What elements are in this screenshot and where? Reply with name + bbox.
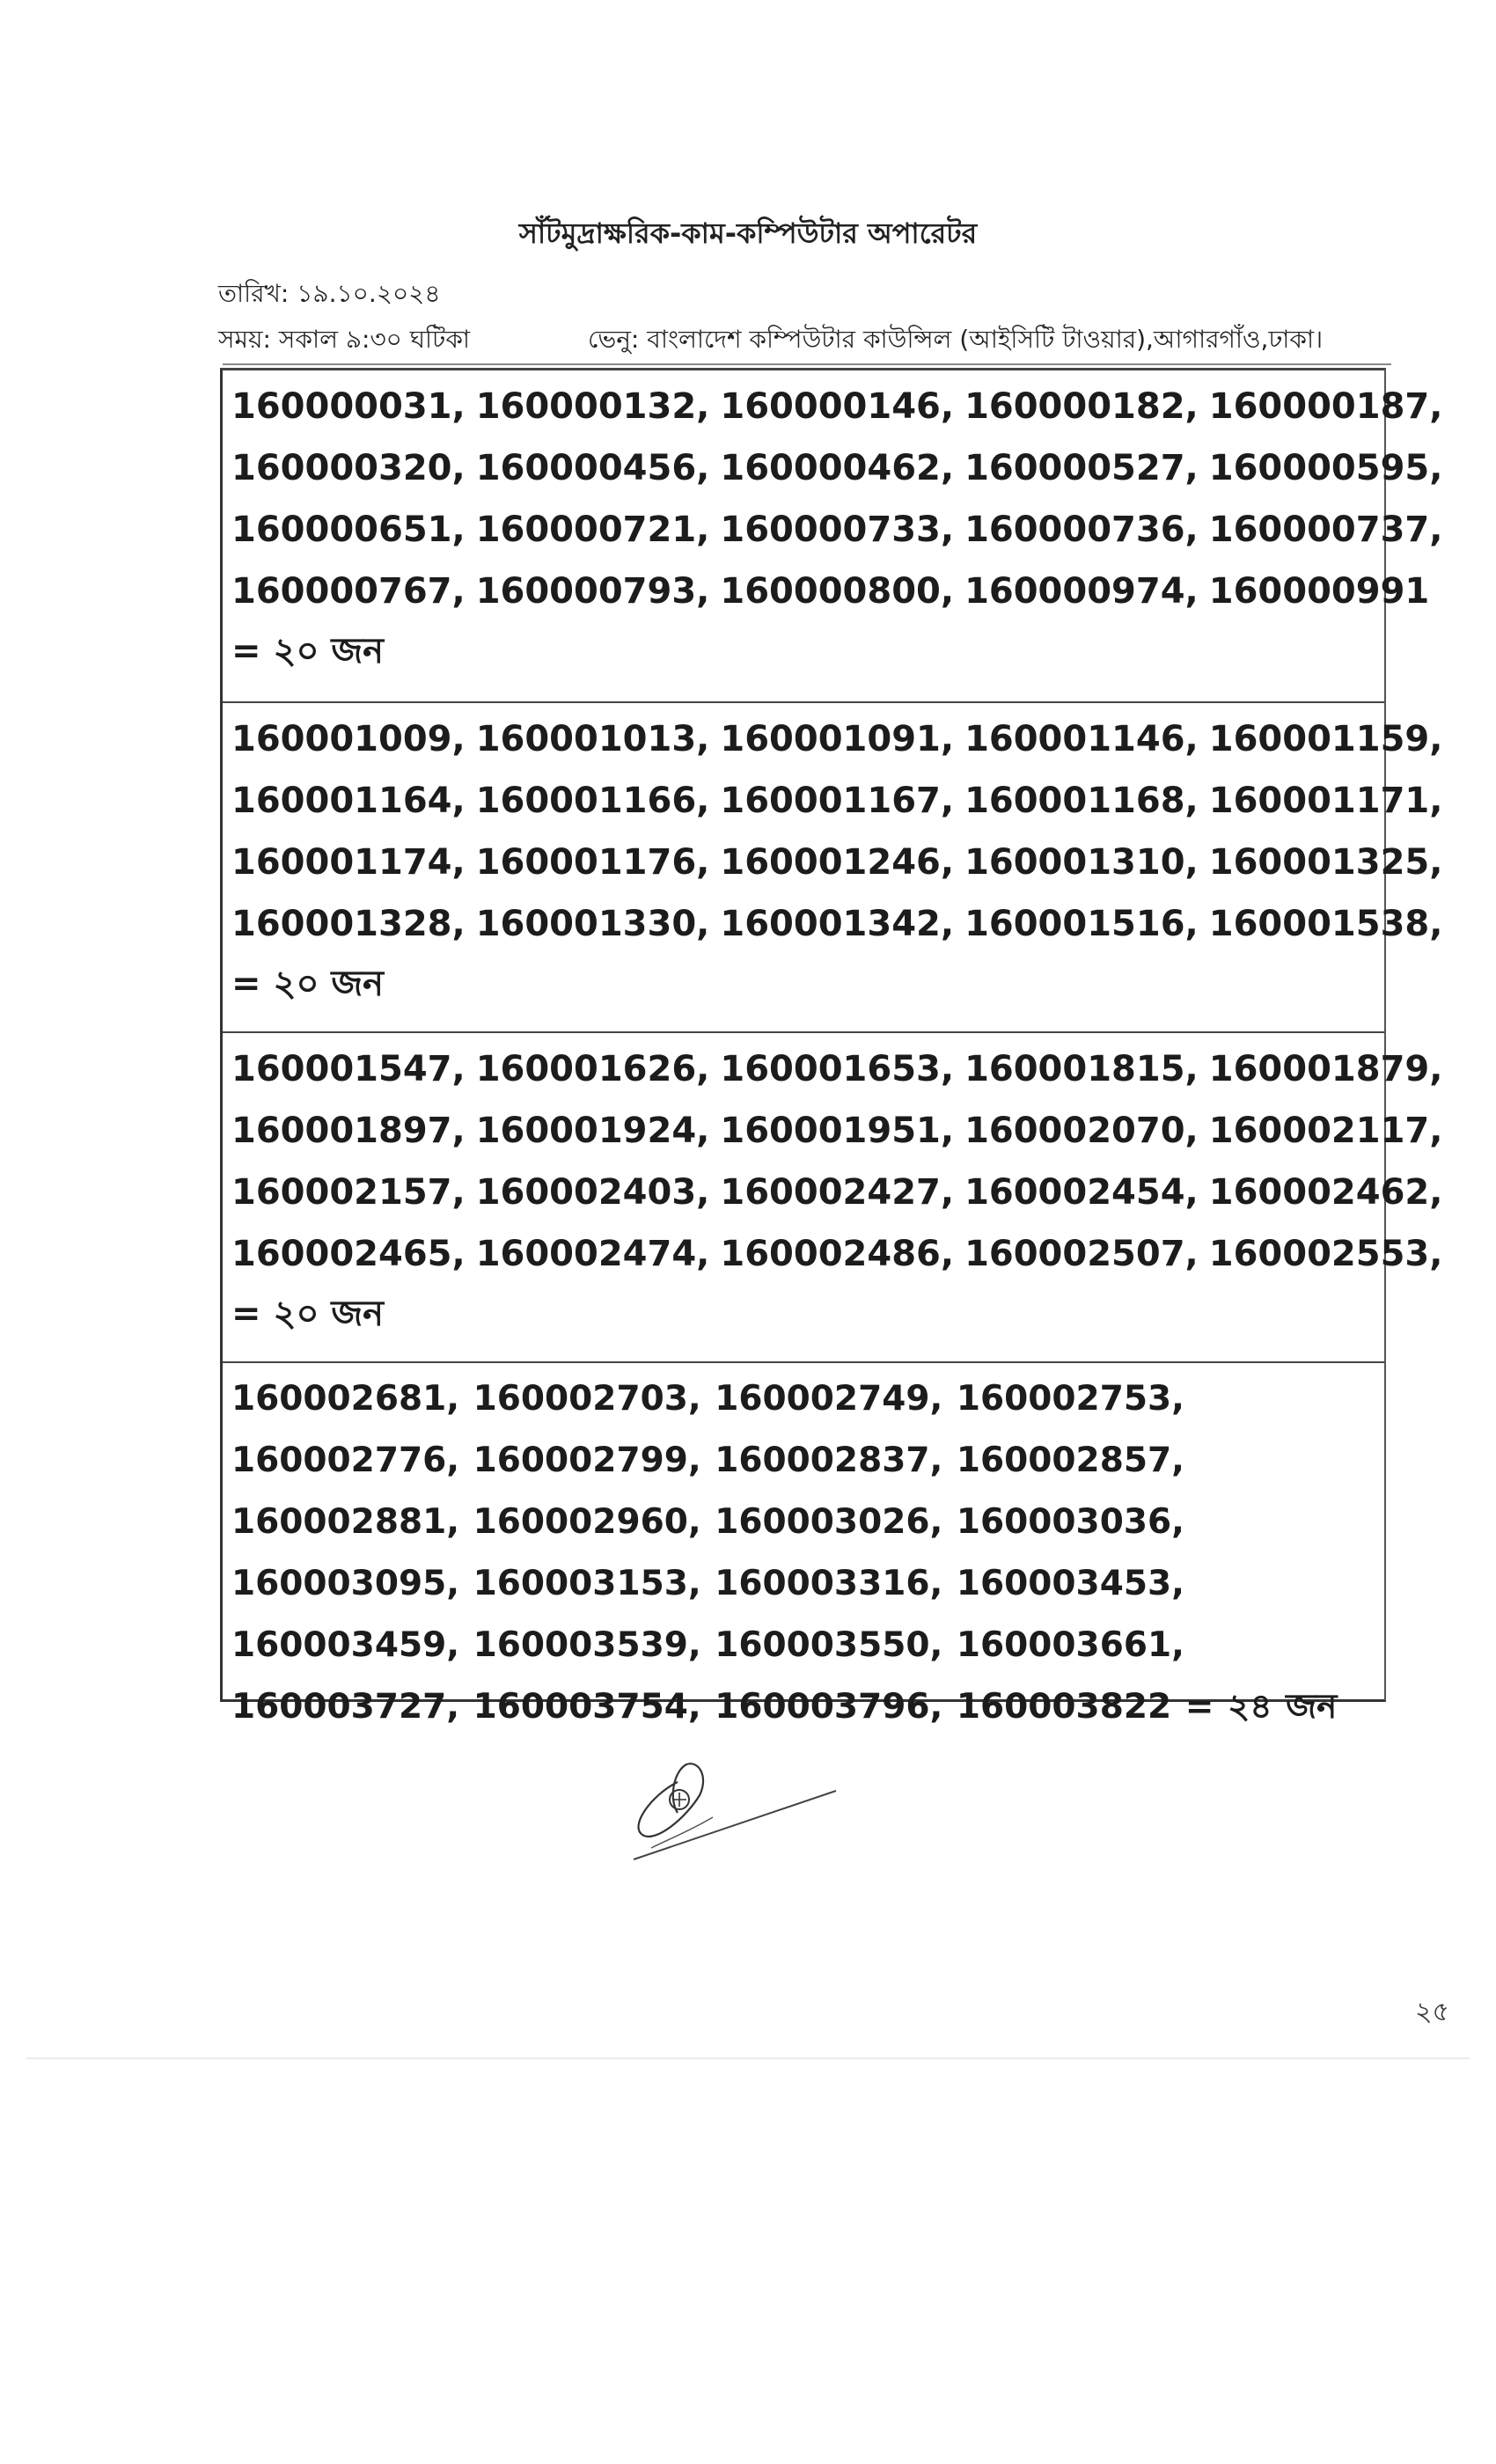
roll-number: 160002157, — [231, 1172, 466, 1213]
roll-number: 160002465, — [231, 1234, 466, 1274]
roll-number: 160000146, — [720, 386, 955, 427]
roll-grid — [231, 1038, 1443, 1285]
roll-number: 160002837, — [715, 1441, 943, 1480]
roll-number: 160000991 — [1208, 571, 1430, 612]
roll-number: 160001164, — [231, 781, 466, 821]
roll-number: 160001653, — [720, 1049, 955, 1089]
roll-number: 160003459, — [231, 1625, 460, 1665]
roll-number: 160001176, — [475, 842, 710, 883]
roll-number: 160003095, — [231, 1564, 460, 1603]
roll-number: 160000733, — [720, 510, 955, 550]
roll-number: 160003453, — [956, 1564, 1184, 1603]
roll-number: 160001246, — [720, 842, 955, 883]
roll-number: 160003539, — [473, 1625, 701, 1665]
roll-number: 160003796, — [715, 1687, 943, 1727]
roll-number: 160001159, — [1208, 719, 1443, 759]
roll-number: 160001013, — [475, 719, 710, 759]
roll-number: 160001897, — [231, 1111, 466, 1151]
roll-number: 160002753, — [956, 1379, 1184, 1419]
roll-list — [231, 1368, 1377, 1738]
roll-block — [223, 1033, 1443, 1363]
exam-date: তারিখ: ১৯.১০.২০২৪ — [218, 279, 441, 308]
roll-number: 160002427, — [720, 1172, 955, 1213]
roll-number: 160000737, — [1208, 510, 1443, 550]
roll-number: 160000527, — [964, 448, 1199, 488]
roll-number: 160002681, — [231, 1379, 460, 1419]
roll-number: 160002486, — [720, 1234, 955, 1274]
roll-number: 160000800, — [720, 571, 955, 612]
signature-mark — [616, 1747, 845, 1870]
roll-number: 160002857, — [956, 1441, 1184, 1480]
roll-number: 160001547, — [231, 1049, 466, 1089]
roll-number: 160001626, — [475, 1049, 710, 1089]
block-total: = ২০ জন — [231, 631, 385, 671]
roll-number: 160000651, — [231, 510, 466, 550]
roll-number: 160002507, — [964, 1234, 1199, 1274]
roll-number: 160002703, — [473, 1379, 701, 1419]
roll-number: 160003754, — [473, 1687, 701, 1727]
roll-number: 160000736, — [964, 510, 1199, 550]
roll-number: 160003822 — [956, 1687, 1172, 1727]
roll-number: 160002776, — [231, 1441, 460, 1480]
roll-number: 160001342, — [720, 904, 955, 944]
roll-number: 160001146, — [964, 719, 1199, 759]
roll-number: 160000456, — [475, 448, 710, 488]
roll-number: 160000462, — [720, 448, 955, 488]
roll-number: 160001328, — [231, 904, 466, 944]
scan-divider — [26, 2057, 1470, 2059]
roll-block — [223, 703, 1443, 1033]
roll-number: 160001815, — [964, 1049, 1199, 1089]
page-number: ২৫ — [1415, 1997, 1449, 2028]
roll-number: 160001171, — [1208, 781, 1443, 821]
roll-block — [223, 1363, 1384, 1727]
exam-time: সময়: সকাল ৯:৩০ ঘটিকা — [218, 325, 471, 354]
roll-number: 160001325, — [1208, 842, 1443, 883]
block-total: = ২০ জন — [231, 964, 385, 1004]
roll-number: 160000974, — [964, 571, 1199, 612]
roll-number: 160003727, — [231, 1687, 460, 1727]
roll-number: 160000031, — [231, 386, 466, 427]
roll-number: 160002454, — [964, 1172, 1199, 1213]
roll-number: 160002960, — [473, 1502, 701, 1542]
roll-number: 160002117, — [1208, 1111, 1443, 1151]
roll-number: 160003550, — [715, 1625, 943, 1665]
roll-number: 160003026, — [715, 1502, 943, 1542]
roll-number: 160001174, — [231, 842, 466, 883]
exam-venue: ভেনু: বাংলাদেশ কম্পিউটার কাউন্সিল (আইসিটি টাওয়ার),আগারগাঁও,ঢাকা। — [588, 325, 1324, 354]
roll-number: 160002553, — [1208, 1234, 1443, 1274]
roll-block — [223, 370, 1443, 703]
roll-number: 160001879, — [1208, 1049, 1443, 1089]
block-total: = ২৪ জন — [1184, 1687, 1338, 1727]
roll-number: 160000595, — [1208, 448, 1443, 488]
roll-grid — [231, 376, 1443, 622]
roll-number: 160002749, — [715, 1379, 943, 1419]
roll-number-table — [220, 368, 1443, 1727]
roll-number: 160002881, — [231, 1502, 460, 1542]
page-title: সাঁটমুদ্রাক্ষরিক-কাম-কম্পিউটার অপারেটর — [518, 216, 978, 250]
roll-number: 160002474, — [475, 1234, 710, 1274]
roll-number: 160002070, — [964, 1111, 1199, 1151]
roll-number: 160001168, — [964, 781, 1199, 821]
block-total: = ২০ জন — [231, 1294, 385, 1334]
roll-number: 160001516, — [964, 904, 1199, 944]
roll-number: 160001009, — [231, 719, 466, 759]
roll-number: 160003036, — [956, 1502, 1184, 1542]
roll-number: 160000767, — [231, 571, 466, 612]
roll-number: 160002462, — [1208, 1172, 1443, 1213]
roll-number: 160001167, — [720, 781, 955, 821]
roll-number: 160001091, — [720, 719, 955, 759]
roll-number: 160001538, — [1208, 904, 1443, 944]
roll-number: 160002403, — [475, 1172, 710, 1213]
roll-number: 160001951, — [720, 1111, 955, 1151]
roll-number: 160000182, — [964, 386, 1199, 427]
roll-number: 160003153, — [473, 1564, 701, 1603]
roll-number: 160000320, — [231, 448, 466, 488]
roll-grid — [231, 708, 1443, 955]
roll-number: 160001310, — [964, 842, 1199, 883]
roll-number: 160001166, — [475, 781, 710, 821]
roll-number: 160003316, — [715, 1564, 943, 1603]
roll-number: 160001330, — [475, 904, 710, 944]
roll-number: 160000187, — [1208, 386, 1443, 427]
roll-number: 160000721, — [475, 510, 710, 550]
roll-number: 160001924, — [475, 1111, 710, 1151]
roll-number: 160000793, — [475, 571, 710, 612]
roll-number: 160000132, — [475, 386, 710, 427]
roll-number: 160003661, — [956, 1625, 1184, 1665]
roll-number: 160002799, — [473, 1441, 701, 1480]
